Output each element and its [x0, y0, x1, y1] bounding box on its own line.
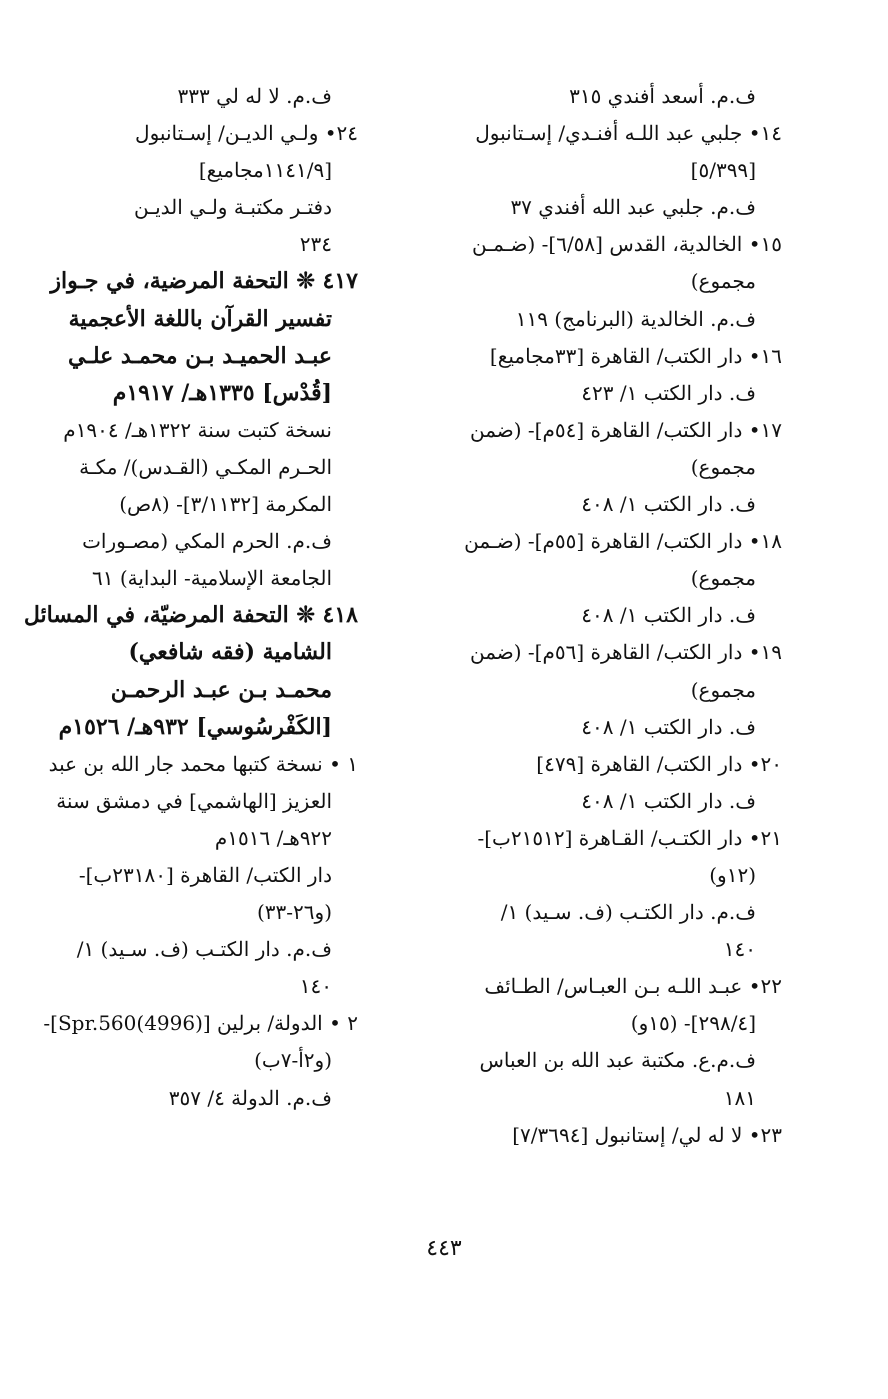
text-line: ف.م. الدولة ٤/ ٣٥٧ — [168, 1085, 332, 1110]
right-column — [446, 78, 782, 1154]
text-line: ف.م. دار الكتـب (ف. سـيد) ١/ — [76, 937, 332, 962]
text-line: ١٧• دار الكتب/ القاهرة [٥٤م]- (ضمن — [469, 417, 782, 442]
text-line: مجموع) — [690, 566, 756, 591]
text-line: مجموع) — [690, 269, 756, 294]
page-number: ٤٤٣ — [426, 1236, 462, 1261]
text-line: الجامعة الإسلامية- البداية) ٦١ — [91, 566, 332, 591]
text-line: ١٨١ — [723, 1085, 756, 1110]
text-line: (و٢٦-٣٣) — [256, 900, 332, 925]
text-line: ٢٠• دار الكتب/ القاهرة [٤٧٩] — [536, 751, 782, 776]
text-line: ١ • نسخة كتبها محمد جار الله بن عبد — [48, 751, 358, 776]
text-line: ١٥• الخالدية، القدس [٦/٥٨]- (ضـمـن — [471, 232, 782, 257]
text-line: ٢٣• لا له لي/ إستانبول [٧/٣٦٩٤] — [512, 1122, 782, 1147]
text-line: [١١٤١/٩مجاميع] — [198, 158, 332, 183]
text-line: ١٤• جلبي عبد اللـه أفنـدي/ إسـتانبول — [475, 121, 782, 146]
text-line: تفسير القرآن باللغة الأعجمية — [68, 305, 332, 332]
text-line: ف. دار الكتب ١/ ٤٠٨ — [581, 492, 756, 517]
text-line: ١٨• دار الكتب/ القاهرة [٥٥م]- (ضـمن — [464, 529, 782, 554]
text-line: ف. دار الكتب ١/ ٤٠٨ — [581, 714, 756, 739]
text-line: ١٩• دار الكتب/ القاهرة [٥٦م]- (ضمن — [469, 640, 782, 665]
text-line: نسخة كتبت سنة ١٣٢٢هـ/ ١٩٠٤م — [63, 417, 332, 442]
text-line: ٢١• دار الكتـب/ القـاهرة [٢١٥١٢ب]- — [477, 825, 782, 850]
text-line: ف. دار الكتب ١/ ٤٢٣ — [581, 380, 756, 405]
text-line: ٢٣٤ — [299, 232, 332, 257]
text-line: ف.م. أسعد أفندي ٣١٥ — [569, 84, 756, 108]
text-line: ٢ • الدولة/ برلين [(4996)Spr.560]- — [43, 1011, 358, 1036]
text-line: محمـد بـن عبـد الرحمـن — [110, 676, 332, 703]
text-line: (١٢و) — [709, 862, 756, 887]
text-line: مجموع) — [690, 677, 756, 702]
text-line: ف.م.ع. مكتبة عبد الله بن العباس — [479, 1048, 756, 1073]
text-line: ٩٢٢هـ/ ١٥١٦م — [214, 825, 332, 850]
text-line: مجموع) — [690, 454, 756, 479]
text-line: المكرمة [٣/١١٣٢]- (٨ص) — [119, 492, 332, 517]
text-line: ف.م. لا له لي ٣٣٣ — [177, 84, 332, 108]
text-line: ٢٢• عبـد اللـه بـن العبـاس/ الطـائف — [484, 974, 782, 999]
text-line: [٢٩٨/٤]- (١٥و) — [630, 1011, 756, 1036]
text-line: ٤١٧ ❊ التحفة المرضية، في جـواز — [50, 268, 358, 295]
text-line: [الكَفْرسُوسي] ٩٣٢هـ/ ١٥٢٦م — [58, 713, 332, 740]
text-line: ٢٤• ولـي الديـن/ إسـتانبول — [135, 121, 358, 146]
text-line: ١٦• دار الكتب/ القاهرة [٣٣مجاميع] — [489, 343, 782, 368]
text-line: ١٤٠ — [723, 937, 756, 962]
text-line: ف.م. جلبي عبد الله أفندي ٣٧ — [510, 195, 756, 220]
text-line: (و٢أ-٧ب) — [254, 1048, 332, 1073]
text-line: ٤١٨ ❊ التحفة المرضيّة، في المسائل — [23, 602, 358, 629]
text-line: الشامية (فقه شافعي) — [128, 639, 332, 666]
text-line: ف. دار الكتب ١/ ٤٠٨ — [581, 603, 756, 628]
text-line: العزيز [الهاشمي] في دمشق سنة — [56, 788, 332, 813]
text-line: الحـرم المكـي (القـدس)/ مكـة — [79, 454, 332, 479]
text-line: عبـد الحميـد بـن محمـد علـي — [68, 342, 332, 369]
text-line: ف. دار الكتب ١/ ٤٠٨ — [581, 788, 756, 813]
left-column — [23, 78, 358, 1117]
text-line: دفتـر مكتبـة ولـي الديـن — [134, 195, 332, 220]
text-line: ١٤٠ — [299, 974, 332, 999]
text-line: دار الكتب/ القاهرة [٢٣١٨٠ب]- — [78, 862, 332, 887]
text-line: [٥/٣٩٩] — [690, 158, 756, 183]
text-line: ف.م. الخالدية (البرنامج) ١١٩ — [515, 306, 756, 331]
text-line: ف.م. دار الكتـب (ف. سـيد) ١/ — [500, 900, 756, 925]
text-line: [قُدْس] ١٣٣٥هـ/ ١٩١٧م — [112, 379, 332, 406]
text-line: ف.م. الحرم المكي (مصـورات — [82, 529, 332, 554]
